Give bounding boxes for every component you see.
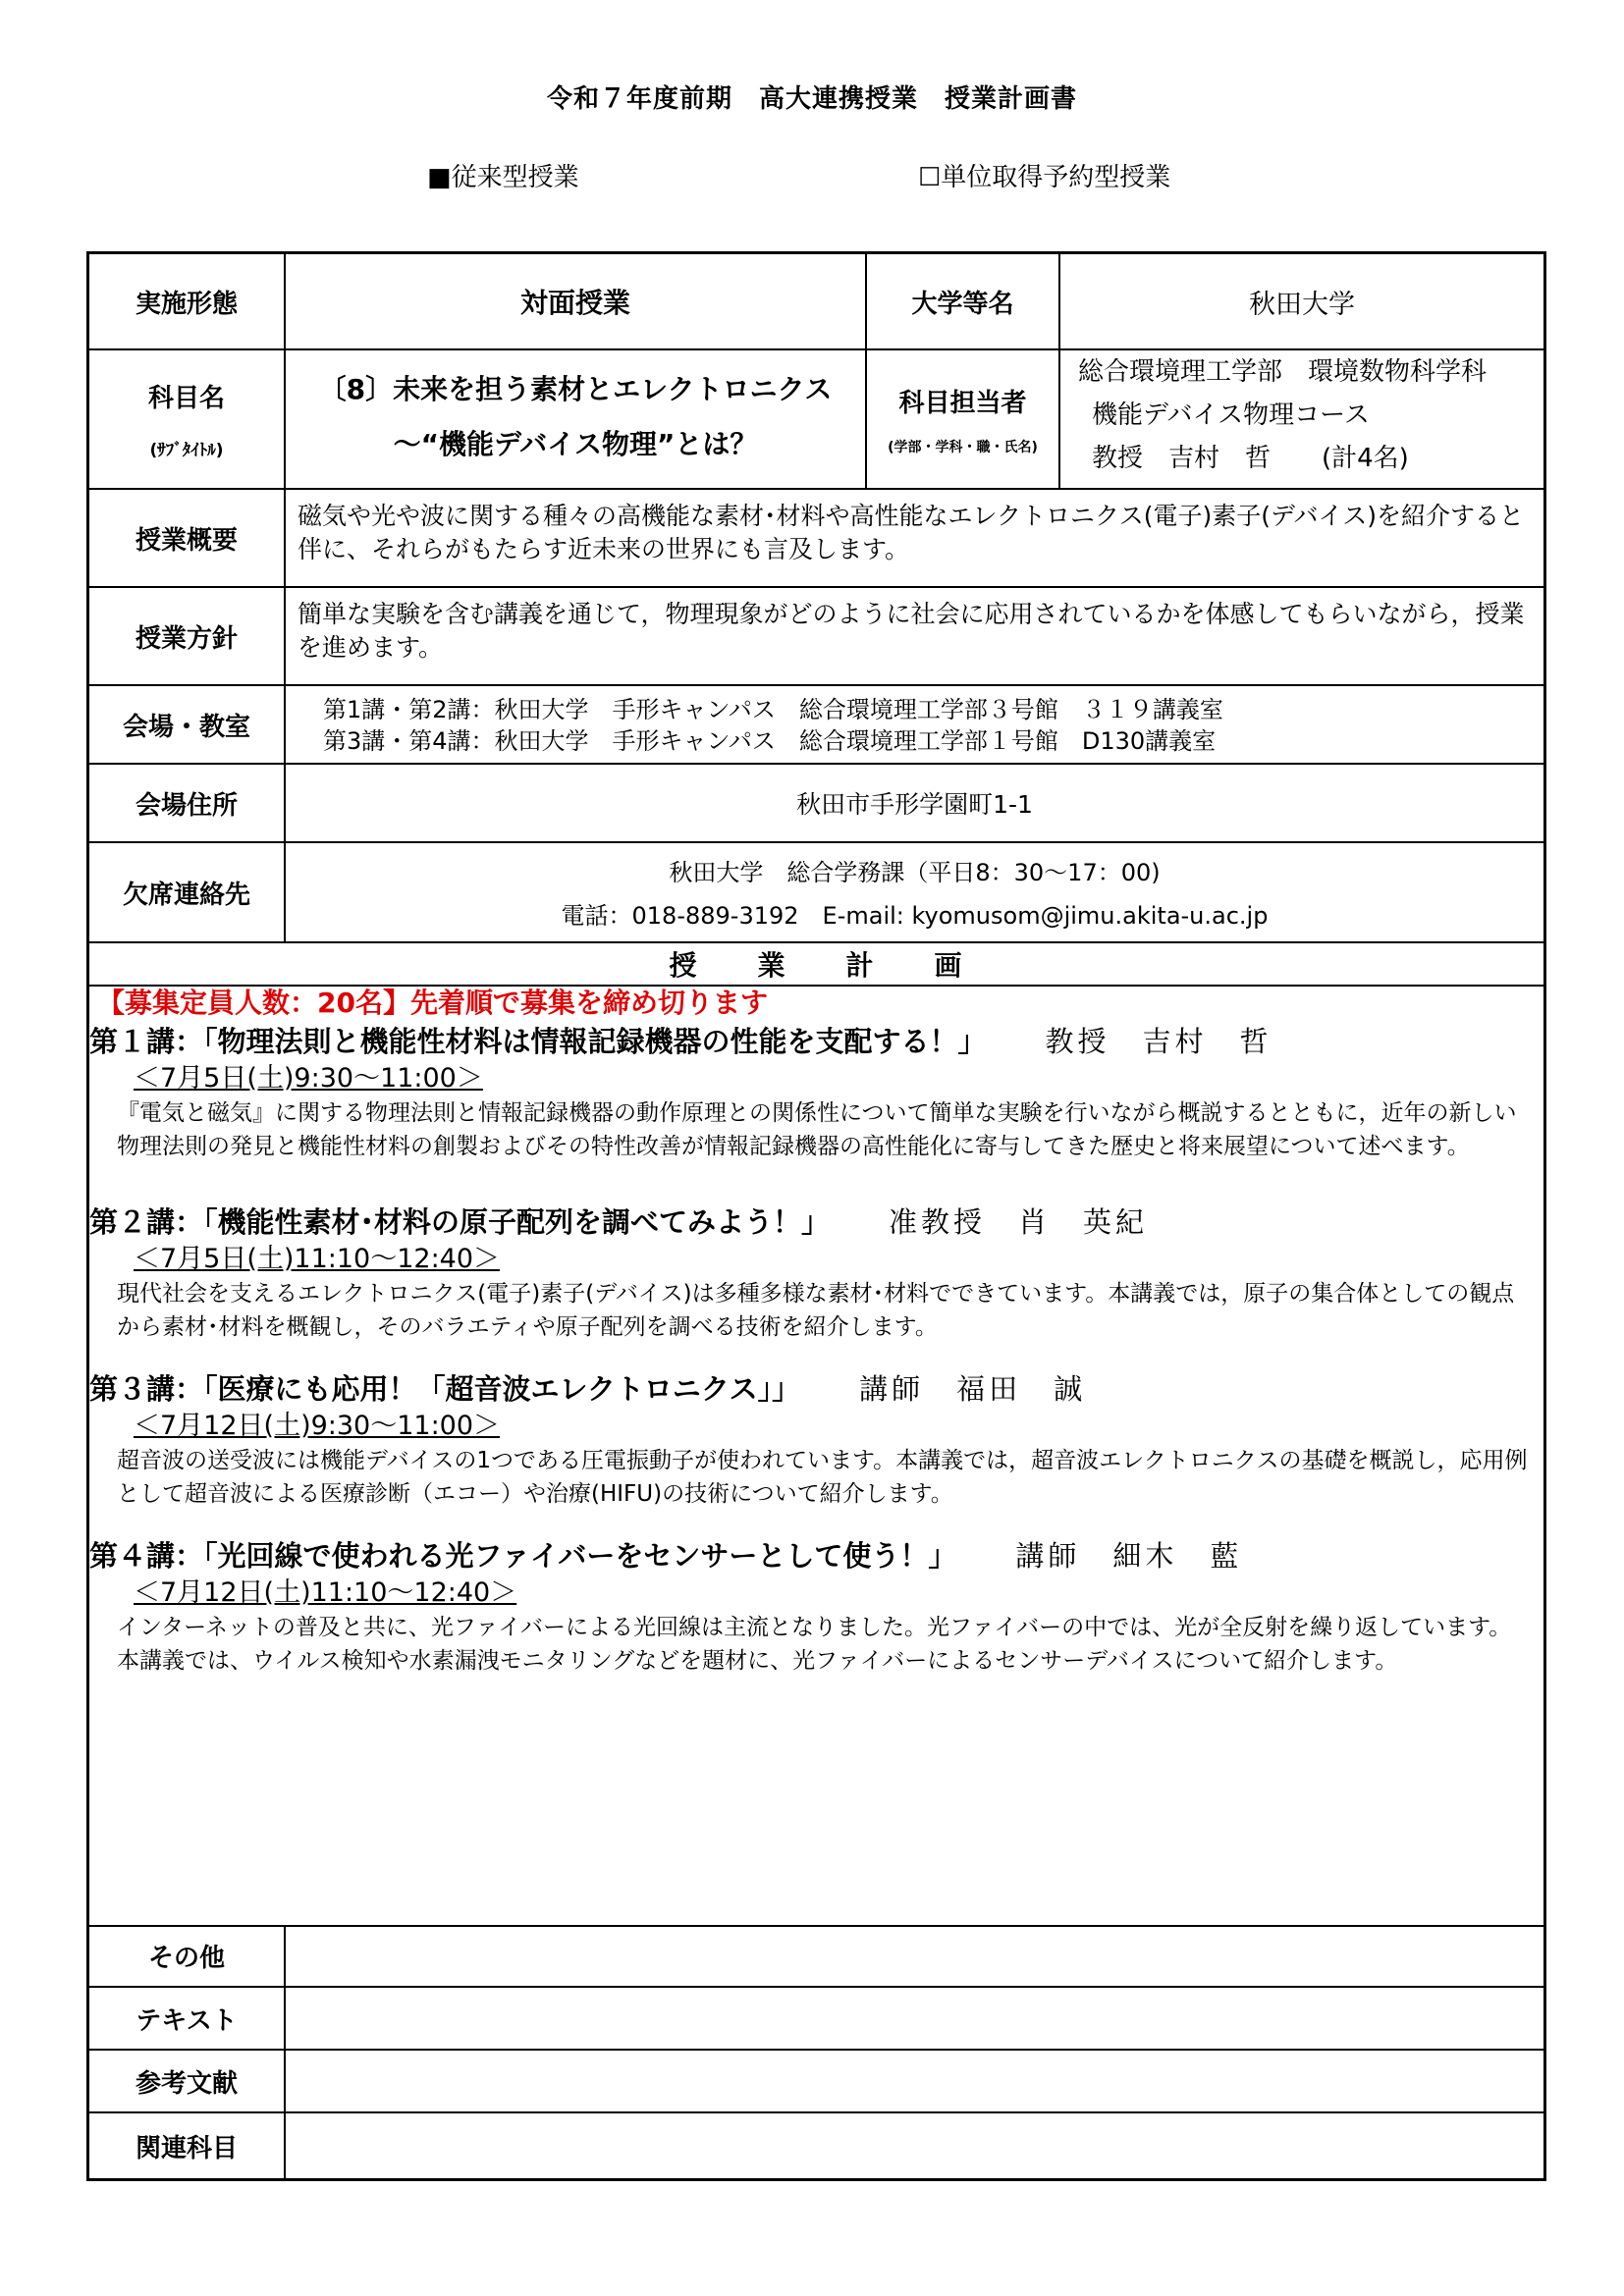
lecture-description: 現代社会を支えるエレクトロニクス(電子)素子(デバイス)は多種多様な素材･材料でできています。本講義では，原子の集合体としての観点から素材･材料を概観し，そのバラエティや原子配列を調べる技術を紹介します。 xyxy=(117,1281,1515,1340)
subject-label: 科目名 (ｻﾌﾞﾀｲﾄﾙ) xyxy=(89,350,286,490)
lecture-3 xyxy=(89,1369,1533,1511)
lecture-description: 『電気と磁気』に関する物理法則と情報記録機器の動作原理との関係性について簡単な実験を行いながら概説するとともに，近年の新しい物理法則の発見と機能性材料の創製およびその特性改善が情報記録機器の高性能化に寄与してきた歴史と将来展望について述べます。 xyxy=(117,1100,1517,1159)
related-value xyxy=(286,2113,1543,2178)
related-label: 関連科目 xyxy=(89,2113,286,2178)
text-value xyxy=(286,1988,1543,2051)
venue-line-1: 第1講・第2講：秋田大学 手形キャンパス 総合環境理工学部３号館 ３１９講義室 xyxy=(323,696,1223,723)
format-value: 対面授業 xyxy=(286,254,867,350)
lecture-date: ＜7月12日(土)11:10～12:40＞ xyxy=(134,1577,517,1608)
overview-label: 授業概要 xyxy=(89,490,286,588)
recruitment-notice: 【募集定員人数：20名】先着順で募集を締め切ります xyxy=(97,987,768,1019)
absence-label: 欠席連絡先 xyxy=(89,843,286,943)
venue-line-2: 第3講・第4講：秋田大学 手形キャンパス 総合環境理工学部１号館 D130講義室 xyxy=(323,727,1217,755)
venue-label: 会場・教室 xyxy=(89,686,286,765)
instructor-value xyxy=(1060,350,1543,490)
address-value: 秋田市手形学園町1-1 xyxy=(286,765,1543,843)
plan-table xyxy=(86,251,1546,2181)
option-conventional: ■従来型授業 xyxy=(427,163,579,192)
lecture-2 xyxy=(89,1202,1533,1344)
plan-body xyxy=(89,987,1533,1678)
lecture-date: ＜7月5日(土)9:30～11:00＞ xyxy=(134,1063,483,1094)
absence-line-2: 電話：018-889-3192 E-mail: kyomusom@jimu.akita-u.ac.jp xyxy=(561,902,1269,930)
subject-value xyxy=(286,350,867,490)
lecture-date: ＜7月5日(土)11:10～12:40＞ xyxy=(134,1244,501,1274)
absence-line-1: 秋田大学 総合学務課（平日8：30～17：00) xyxy=(669,859,1161,886)
lecture-title: 第４講：「光回線で使われる光ファイバーをセンサーとして使う！」 講師 細木 藍 xyxy=(89,1539,1243,1573)
refs-label: 参考文献 xyxy=(89,2051,286,2113)
university-label: 大学等名 xyxy=(867,254,1060,350)
subject-line-1: 〔8〕未来を担う素材とエレクトロニクス xyxy=(318,373,833,405)
plan-header: 授 業 計 画 xyxy=(89,943,1543,987)
lecture-description: 超音波の送受波には機能デバイスの1つである圧電振動子が使われています。本講義では，超音波エレクトロニクスの基礎を概説し，応用例として超音波による医療診断（エコー）や治療(HIFU)の技術について紹介します。 xyxy=(117,1448,1528,1507)
instructor-line-2: 機能デバイス物理コース xyxy=(1092,400,1370,430)
policy-label: 授業方針 xyxy=(89,588,286,686)
instructor-line-3: 教授 吉村 哲 (計4名) xyxy=(1092,444,1409,473)
lecture-title: 第３講：「医療にも応用！「超音波エレクトロニクス」」 講師 福田 誠 xyxy=(89,1372,1087,1406)
policy-text: 簡単な実験を含む講義を通じて，物理現象がどのように社会に応用されているかを体感してもらいながら，授業を進めます。 xyxy=(286,588,1543,686)
lecture-title: 第２講：「機能性素材･材料の原子配列を調べてみよう！」 准教授 肖 英紀 xyxy=(89,1205,1149,1239)
overview-text: 磁気や光や波に関する種々の高機能な素材･材料や高性能なエレクトロニクス(電子)素子(デバイス)を紹介すると伴に、それらがもたらす近未来の世界にも言及します。 xyxy=(286,490,1543,588)
university-value: 秋田大学 xyxy=(1060,254,1543,350)
lecture-4 xyxy=(89,1536,1533,1678)
other-value xyxy=(286,1925,1543,1988)
other-label: その他 xyxy=(89,1925,286,1988)
text-label: テキスト xyxy=(89,1988,286,2051)
option-credit: ☐単位取得予約型授業 xyxy=(918,163,1171,192)
page-title: 令和７年度前期 高大連携授業 授業計画書 xyxy=(546,84,1077,114)
subject-line-2: ～“機能デバイス物理”とは？ xyxy=(393,428,758,460)
format-label: 実施形態 xyxy=(89,254,286,350)
address-label: 会場住所 xyxy=(89,765,286,843)
instructor-label: 科目担当者 (学部・学科・職・氏名) xyxy=(867,350,1060,490)
lecture-1 xyxy=(89,1022,1533,1163)
absence-value xyxy=(286,843,1543,943)
instructor-line-1: 総合環境理工学部 環境数物科学科 xyxy=(1078,357,1488,387)
lecture-description: インターネットの普及と共に、光ファイバーによる光回線は主流となりました。光ファイバーの中では、光が全反射を繰り返しています。本講義では、ウイルス検知や水素漏洩モニタリングなどを題材に、光ファイバーによるセンサーデバイスについて紹介します。 xyxy=(117,1615,1512,1674)
lecture-date: ＜7月12日(土)9:30～11:00＞ xyxy=(134,1411,501,1441)
lecture-title: 第１講：「物理法則と機能性材料は情報記録機器の性能を支配する！」 教授 吉村 哲 xyxy=(89,1025,1272,1058)
venue-value xyxy=(286,686,1543,765)
refs-value xyxy=(286,2051,1543,2113)
